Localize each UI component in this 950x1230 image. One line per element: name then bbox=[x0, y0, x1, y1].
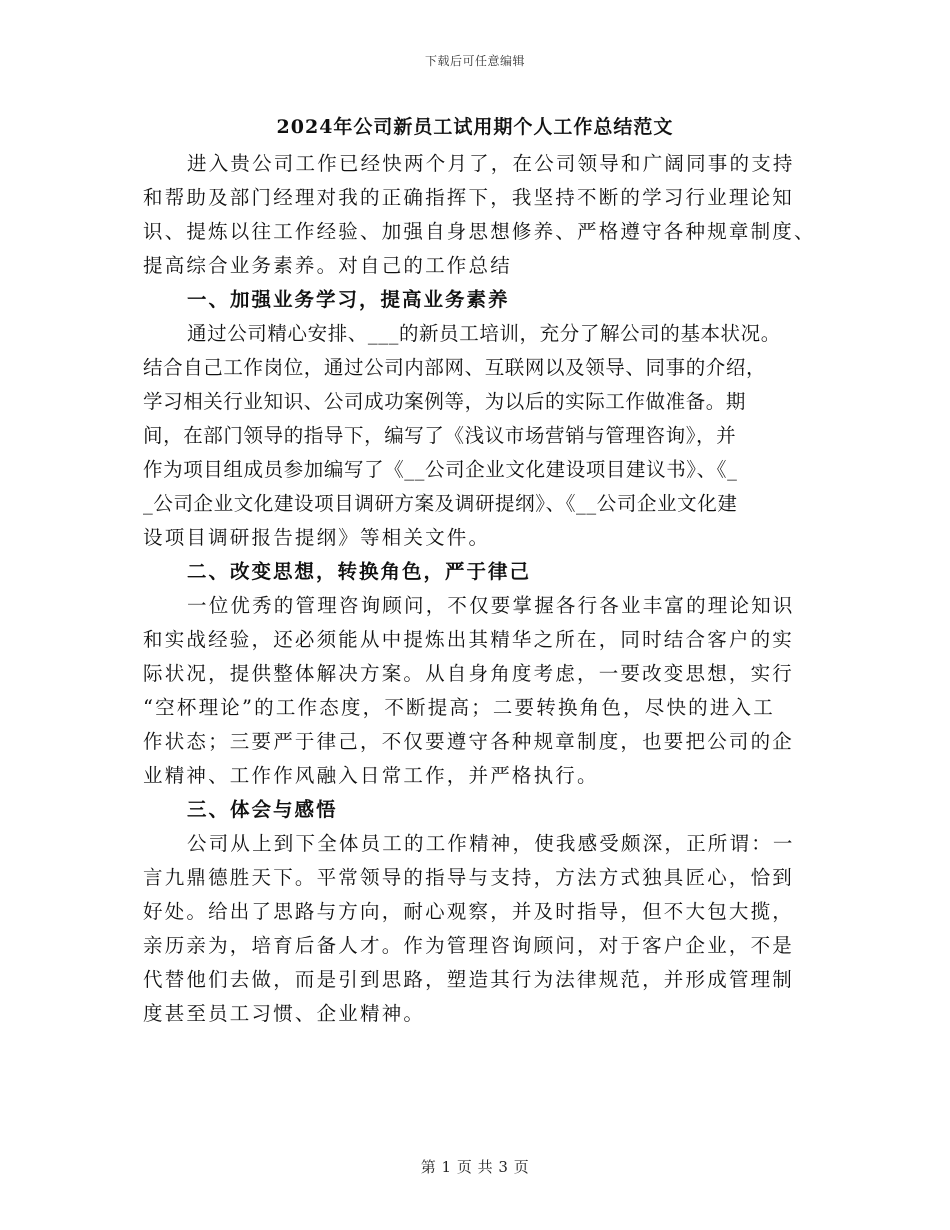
body-line: 言九鼎德胜天下。平常领导的指导与支持，方法方式独具匠心，恰到 bbox=[143, 866, 795, 889]
header-note: 下载后可任意编辑 bbox=[424, 54, 525, 68]
body-line: 际状况，提供整体解决方案。从自身角度考虑，一要改变思想，实行 bbox=[143, 662, 795, 685]
section-heading: 三、体会与感悟 bbox=[187, 798, 338, 821]
section-heading: 一、加强业务学习，提高业务素养 bbox=[187, 288, 510, 311]
body-line: _公司企业文化建设项目调研方案及调研提纲》、《__公司企业文化建 bbox=[143, 492, 738, 515]
body-line: 进入贵公司工作已经快两个月了，在公司领导和广阔同事的支持 bbox=[187, 152, 795, 175]
body-line: 度甚至员工习惯、企业精神。 bbox=[143, 1002, 426, 1025]
body-line: 间，在部门领导的指导下，编写了《浅议市场营销与管理咨询》，并 bbox=[143, 424, 737, 447]
body-line: 作状态；三要严于律己，不仅要遵守各种规章制度，也要把公司的企 bbox=[143, 730, 795, 753]
body-line: 亲历亲为，培育后备人才。作为管理咨询顾问，对于客户企业，不是 bbox=[143, 934, 795, 957]
body-line: 业精神、工作作风融入日常工作，并严格执行。 bbox=[143, 764, 599, 787]
body-line: 公司从上到下全体员工的工作精神，使我感受颇深，正所谓：一 bbox=[187, 832, 795, 855]
body-line: 识、提炼以往工作经验、加强自身思想修养、严格遵守各种规章制度、 bbox=[143, 220, 816, 243]
body-line: “空杯理论”的工作态度，不断提高；二要转换角色，尽快的进入工 bbox=[143, 696, 775, 719]
body-line: 提高综合业务素养。对自己的工作总结 bbox=[143, 254, 512, 277]
body-line: 和帮助及部门经理对我的正确指挥下，我坚持不断的学习行业理论知 bbox=[143, 186, 795, 209]
body-line: 一位优秀的管理咨询顾问，不仅要掌握各行各业丰富的理论知识 bbox=[187, 594, 795, 617]
section-heading: 二、改变思想，转换角色，严于律己 bbox=[187, 560, 532, 583]
page-number-footer: 第 1 页 共 3 页 bbox=[420, 1158, 530, 1176]
document-title: 2024年公司新员工试用期个人工作总结范文 bbox=[276, 116, 674, 138]
body-line: 结合自己工作岗位，通过公司内部网、互联网以及领导、同事的介绍， bbox=[143, 356, 767, 379]
body-line: 代替他们去做，而是引到思路，塑造其行为法律规范，并形成管理制 bbox=[143, 968, 795, 991]
document-body bbox=[143, 147, 816, 1031]
body-line: 和实战经验，还必须能从中提炼出其精华之所在，同时结合客户的实 bbox=[143, 628, 795, 651]
body-line: 好处。给出了思路与方向，耐心观察，并及时指导，但不大包大揽， bbox=[143, 900, 795, 923]
body-line: 作为项目组成员参加编写了《__公司企业文化建设项目建议书》、《_ bbox=[143, 458, 738, 481]
body-line: 设项目调研报告提纲》等相关文件。 bbox=[143, 526, 491, 549]
body-line: 通过公司精心安排、___的新员工培训，充分了解公司的基本状况。 bbox=[187, 322, 781, 345]
body-line: 学习相关行业知识、公司成功案例等，为以后的实际工作做准备。期 bbox=[143, 390, 747, 413]
